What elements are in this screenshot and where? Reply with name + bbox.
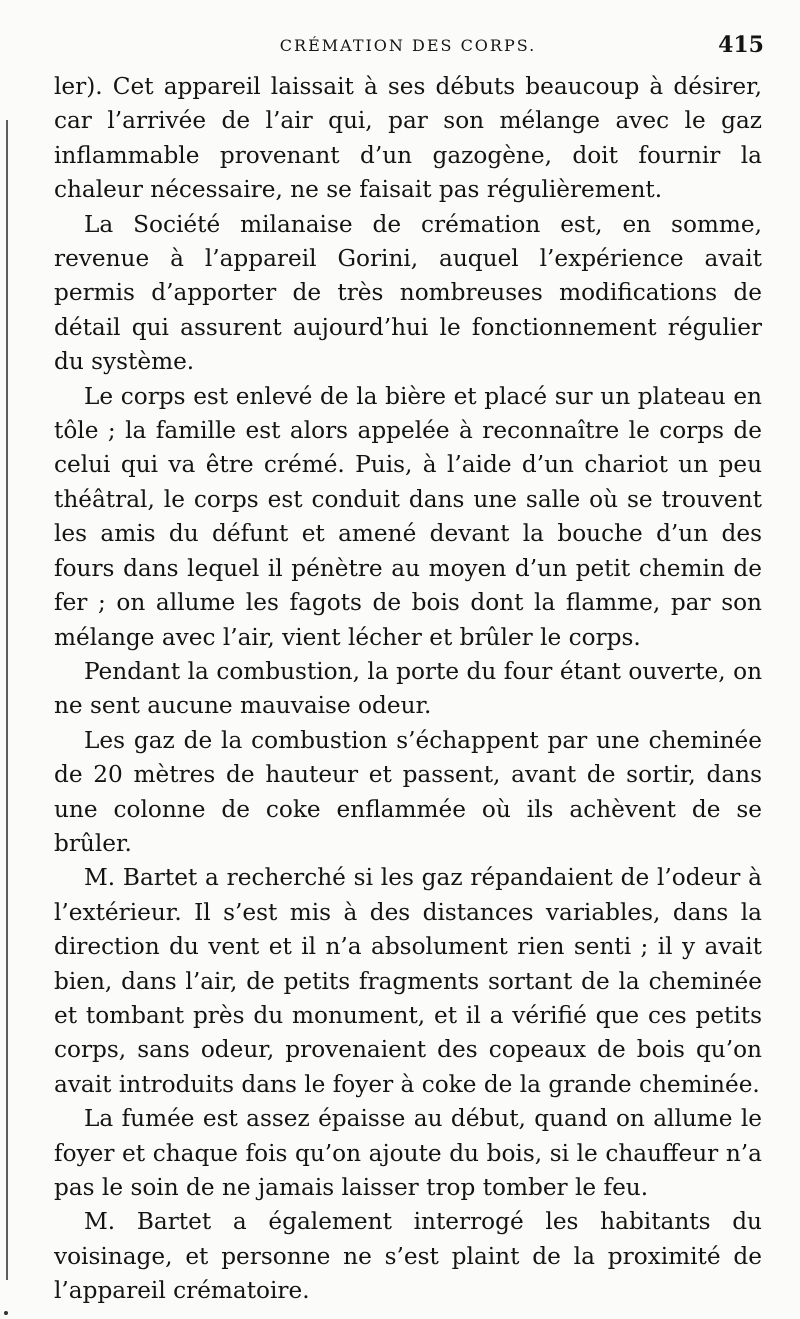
paragraph: ler). Cet appareil laissait à ses débuts beaucoup à désirer, car l’arrivée de l’air qui, par son mélange avec le gaz inflammable provenant d’un gazogène, doit fournir la chaleur nécessaire, ne se faisait pas régulièrement. — [54, 73, 762, 204]
paragraph: Les gaz de la combustion s’échappent par une cheminée de 20 mètres de hauteur et passent, avant de sortir, dans une colonne de coke enflammée où ils achèvent de se brûler. — [54, 726, 762, 857]
paragraph: Le corps est enlevé de la bière et placé sur un plateau en tôle ; la famille est alors appelée à reconnaître le corps de celui qui va être crémé. Puis, à l’aide d’un chariot un peu théâtral, le corps est conduit dans une salle où se trouvent les amis du défunt et amené devant la bouche d’un des fours dans lequel il pénètre au moyen d’un petit chemin de fer ; on allume les fagots de bois dont la flamme, par son mélange avec l’air, vient lécher et brûler le corps. — [54, 382, 762, 651]
page-header — [52, 30, 764, 60]
page-number: 415 — [718, 32, 764, 58]
body-text — [54, 70, 762, 1309]
paragraph: Pendant la combustion, la porte du four étant ouverte, on ne sent aucune mauvaise odeur. — [54, 657, 762, 720]
paragraph: La Société milanaise de crémation est, en somme, revenue à l’appareil Gorini, auquel l’expérience avait permis d’apporter de très nombreuses modifications de détail qui assurent aujourd’hui le fonctionnement régulier du système. — [54, 210, 762, 376]
paragraph: M. Bartet a recherché si les gaz répandaient de l’odeur à l’extérieur. Il s’est mis à des distances variables, dans la direction du vent et il n’a absolument rien senti ; il y avait bien, dans l’air, de petits fragments sortant de la cheminée et tombant près du monument, et il a vérifié que ces petits corps, sans odeur, provenaient des copeaux de bois qu’on avait introduits dans le foyer à coke de la grande cheminée. — [54, 864, 762, 1098]
running-title: CRÉMATION DES CORPS. — [279, 36, 537, 55]
paragraph: La fumée est assez épaisse au début, quand on allume le foyer et chaque fois qu’on ajoute du bois, si le chauffeur n’a pas le soin de ne jamais laisser trop tomber le feu. — [54, 1105, 762, 1201]
paragraph: M. Bartet a également interrogé les habitants du voisinage, et personne ne s’est plaint de la proximité de l’appareil crématoire. — [54, 1208, 762, 1305]
ink-speck — [4, 1311, 8, 1315]
page-edge-rule — [6, 120, 8, 1280]
